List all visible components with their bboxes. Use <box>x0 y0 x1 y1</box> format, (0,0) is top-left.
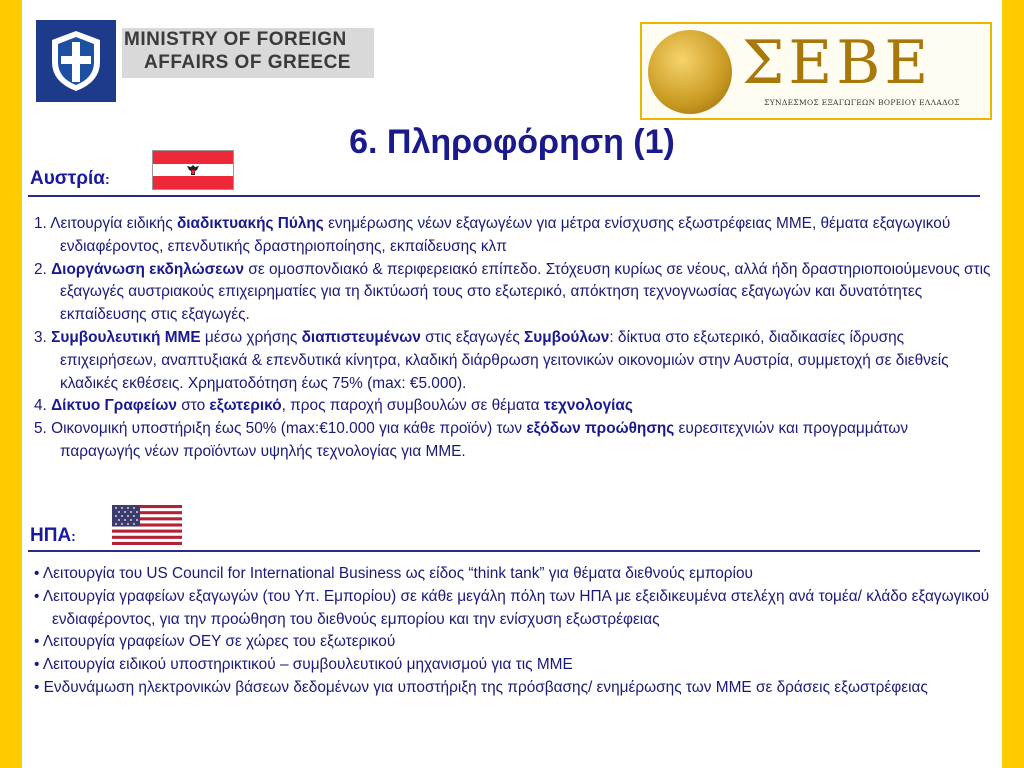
austria-item-1 <box>34 213 992 259</box>
usa-heading <box>30 525 76 547</box>
usa-item-3 <box>34 631 992 654</box>
item-emphasis: τεχνολογίας <box>543 397 633 415</box>
seve-subtitle: ΣΥΝΔΕΣΜΟΣ ΕΞΑΓΩΓΕΩΝ ΒΟΡΕΙΟΥ ΕΛΛΑΔΟΣ <box>764 98 960 107</box>
austria-item-4 <box>34 395 992 418</box>
item-text: : δίκτυα στο εξωτερικό, διαδικασίες ίδρυσης επιχειρήσεων, αναπτυξιακά & επενδυτικά κίνητρα, κλαδική διάρθρωση γειτονικών οικονομιών στην Αυστρία, συμμετοχή σε διεθνείς κλαδικές εκθέσεις. Χρηματοδότηση έως 75% (max: €5.000). <box>60 328 949 392</box>
item-emphasis: Διοργάνωση εκδηλώσεων <box>51 260 245 278</box>
item-number: 1. <box>34 215 47 232</box>
austria-item-5 <box>34 418 992 464</box>
austria-heading-text: Αυστρία <box>30 168 105 189</box>
austria-heading <box>30 168 110 190</box>
right-accent-bar <box>1002 0 1024 768</box>
austria-flag-icon <box>152 150 234 190</box>
austria-list <box>34 213 992 464</box>
item-text: Οικονομική υποστήριξη έως 50% (max:€10.000 για κάθε προϊόν) των <box>46 420 527 438</box>
ministry-line-1: MINISTRY OF FOREIGN <box>124 29 347 50</box>
shield-cross-icon <box>46 28 106 94</box>
ministry-logo-text <box>122 28 374 78</box>
item-text: Ενδυνάμωση ηλεκτρονικών βάσεων δεδομένων για υποστήριξη της πρόσβασης/ ενημέρωσης των ΜΜΕ σε δράσεις εξωστρέφειας <box>43 678 928 696</box>
item-text: στις εξαγωγές <box>420 328 525 346</box>
divider-usa <box>28 550 980 552</box>
item-text: στο <box>176 397 210 415</box>
austria-heading-colon: : <box>104 171 110 187</box>
bullet: • <box>34 587 40 605</box>
item-emphasis: διαπιστευμένων <box>301 328 421 346</box>
item-text: μέσω χρήσης <box>200 328 302 346</box>
item-emphasis: εξόδων προώθησης <box>526 420 675 438</box>
item-text: ευρεσιτεχνιών και προγραμμάτων παραγωγής νέων προϊόντων υψηλής τεχνολογίας για ΜΜΕ. <box>60 420 909 460</box>
seve-letters: ΣΕΒΕ <box>742 28 933 98</box>
item-text: Λειτουργία ειδικού υποστηρικτικού – συμβουλευτικού μηχανισμού για τις ΜΜΕ <box>42 656 573 674</box>
bullet: • <box>34 678 40 696</box>
usa-item-5 <box>34 677 992 700</box>
item-text: σε ομοσπονδιακό & περιφερειακό επίπεδο. Στόχευση κυρίως σε νέους, αλλά ήδη δραστηριοποιούμενους στις εξαγωγές αυστριακούς επιχειρηματίες για τη δικτύωσή τους στο εξωτερικό, απόκτηση τεχνογνωσίας εξαγωγών και δυνατότητες εκπαίδευσης στις εξαγωγές. <box>60 260 991 324</box>
usa-list <box>34 563 992 700</box>
item-number: 5. <box>34 420 47 438</box>
coin-icon <box>648 30 732 114</box>
usa-heading-text: ΗΠΑ <box>30 525 72 546</box>
austria-item-2 <box>34 259 992 327</box>
item-number: 3. <box>34 328 47 346</box>
item-number: 2. <box>34 260 47 278</box>
seve-logo <box>640 22 992 120</box>
item-emphasis: διαδικτυακής Πύλης <box>176 215 324 232</box>
item-text: ενημέρωσης νέων εξαγωγέων για μέτρα ενίσχυσης εξωστρέφειας ΜΜΕ, θέματα εξαγωγικού ενδιαφέροντος, επενδυτικής δραστηριοποίησης, εκπαίδευσης κλπ <box>60 215 951 255</box>
ministry-line-2: AFFAIRS OF GREECE <box>144 52 351 73</box>
left-accent-bar <box>0 0 22 768</box>
item-emphasis: Συμβουλευτική ΜΜΕ <box>51 328 201 346</box>
bullet: • <box>34 656 40 674</box>
eagle-icon <box>185 164 201 176</box>
slide-title: 6. Πληροφόρηση (1) <box>349 123 675 161</box>
item-number: 4. <box>34 397 47 415</box>
bullet: • <box>34 565 40 582</box>
item-text: Λειτουργία γραφείων ΟΕΥ σε χώρες του εξωτερικού <box>42 633 396 651</box>
item-emphasis: Συμβούλων <box>524 328 610 346</box>
usa-item-1 <box>34 563 992 586</box>
usa-flag-icon <box>112 505 182 545</box>
usa-heading-colon: : <box>71 528 76 544</box>
bullet: • <box>34 633 40 651</box>
usa-item-4 <box>34 654 992 677</box>
greek-coat-of-arms-logo <box>36 20 116 102</box>
item-emphasis: εξωτερικό <box>209 397 282 415</box>
austria-item-3 <box>34 327 992 395</box>
item-text: Λειτουργία του US Council for International Business ως είδος “think tank” για θέματα διεθνούς εμπορίου <box>42 565 753 582</box>
item-emphasis: Δίκτυο Γραφείων <box>51 397 177 415</box>
item-text: Λειτουργία γραφείων εξαγωγών (του Υπ. Εμπορίου) σε κάθε μεγάλη πόλη των ΗΠΑ με εξειδικευμένα στελέχη ανά τομέα/ κλάδο εξαγωγικού ενδιαφέροντος, για την προώθηση του διεθνούς εμπορίου και την ενίσχυση εξωστρέφειας <box>42 587 990 628</box>
usa-item-2 <box>34 586 992 632</box>
item-text: Λειτουργία ειδικής <box>46 215 177 232</box>
item-text: , προς παροχή συμβουλών σε θέματα <box>281 397 544 415</box>
divider-austria <box>28 195 980 197</box>
